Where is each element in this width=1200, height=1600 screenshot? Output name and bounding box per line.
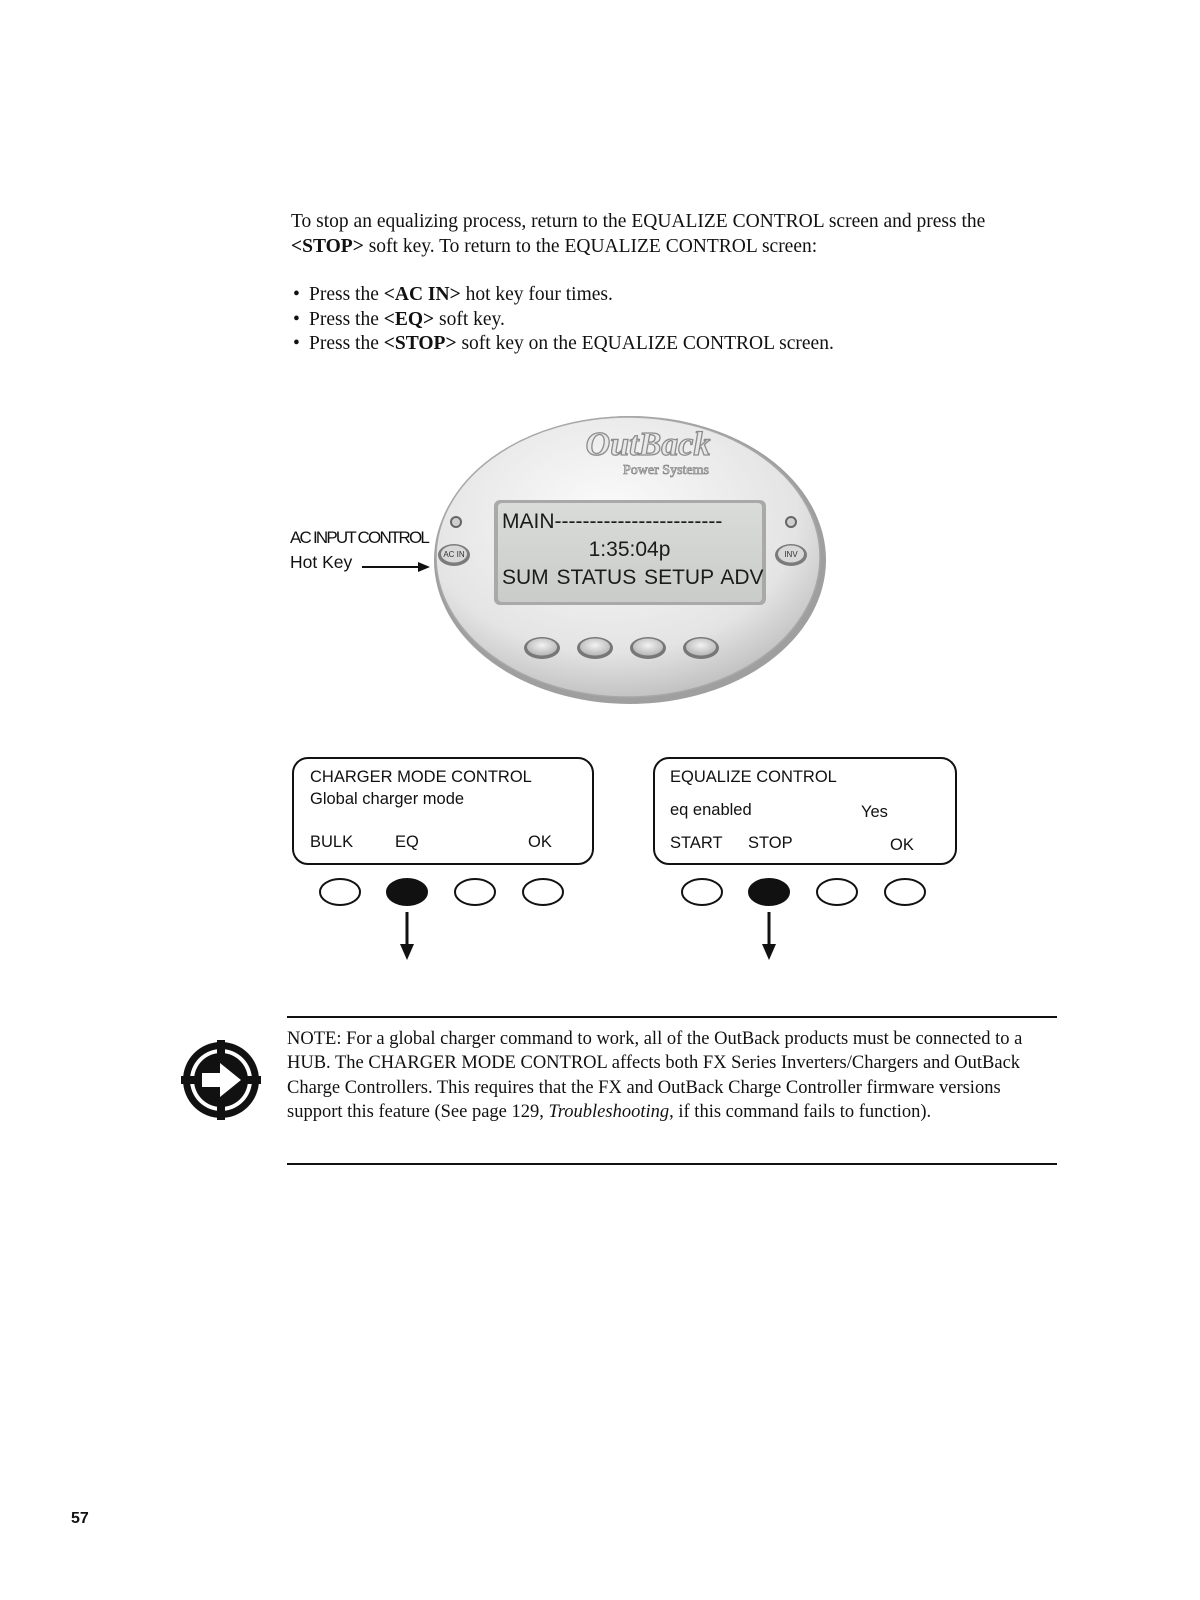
charger-screen-subtitle: Global charger mode: [310, 790, 465, 808]
equalize-softkeys-diagram: [662, 872, 942, 962]
softkey-label-ok: OK: [528, 833, 552, 851]
down-arrow-icon: [400, 944, 414, 960]
note-bottom-rule: [287, 1163, 1057, 1165]
equalize-screen-title: EQUALIZE CONTROL: [670, 768, 837, 786]
softkey-outline: [885, 879, 925, 905]
inv-label: INV: [784, 550, 798, 559]
note-text-part1: NOTE: For a global charger command to work, all of the OutBack products must be connected to a HUB. The CHARGER MODE CONTROL affects both FX Series Inverters/Chargers and OutBack Charge Controllers. This requires that the FX and OutBack Charge Controller firmware versions support this feature (See page 129,: [287, 1029, 1023, 1122]
softkey-eq-pressed: [387, 879, 427, 905]
soft-key-2[interactable]: [577, 637, 613, 659]
note-text-part2: , if this command fails to function).: [669, 1101, 932, 1122]
intro-line1: To stop an equalizing process, return to the EQUALIZE CONTROL screen and press the: [291, 211, 986, 232]
softkey-label-eq: EQ: [395, 833, 419, 851]
bullet-text: Press the: [309, 284, 384, 305]
callout-arrow: [362, 560, 432, 574]
intro-stop-key: <STOP>: [291, 235, 364, 257]
softkey-outline: [817, 879, 857, 905]
callout-subtitle: Hot Key: [290, 552, 353, 572]
softkey-label-ok: OK: [890, 836, 914, 854]
list-item: [291, 332, 1051, 357]
logo-main: OutBack: [585, 426, 711, 463]
lcd-softkey-labels: SUM STATUS SETUP ADV: [502, 566, 764, 589]
page-number: 57: [71, 1510, 89, 1527]
logo-sub: Power Systems: [623, 463, 709, 478]
soft-key-4[interactable]: [683, 637, 719, 659]
softkey-label-bulk: BULK: [310, 833, 354, 851]
equalize-control-screen: [653, 757, 957, 865]
eq-enabled-value: Yes: [861, 803, 888, 821]
softkey-outline: [523, 879, 563, 905]
bullet-text: soft key.: [434, 308, 505, 330]
softkey-label-stop: STOP: [748, 834, 793, 852]
instruction-list: [291, 283, 1051, 357]
bullet-key: <STOP>: [383, 333, 457, 354]
intro-line2: soft key. To return to the EQUALIZE CONTROL screen:: [363, 235, 818, 257]
softkey-label-start: START: [670, 834, 723, 852]
softkey-stop-pressed: [749, 879, 789, 905]
note-troubleshooting: Troubleshooting: [548, 1101, 670, 1122]
bullet-text: soft key on the EQUALIZE CONTROL screen.: [456, 333, 834, 354]
soft-key-3[interactable]: [630, 637, 666, 659]
ac-in-label: AC IN: [443, 550, 465, 559]
charger-screen-title: CHARGER MODE CONTROL: [310, 768, 532, 786]
eq-enabled-label: eq enabled: [670, 801, 752, 819]
charger-mode-screen: [292, 757, 594, 865]
bullet-text: Press the: [309, 308, 384, 330]
down-arrow-icon: [762, 944, 776, 960]
softkey-outline: [682, 879, 722, 905]
arrow-right-circle-icon: [181, 1040, 261, 1120]
bullet-key: <EQ>: [383, 308, 435, 330]
lcd-time: 1:35:04p: [588, 538, 671, 561]
intro-paragraph: [291, 210, 1051, 259]
bullet-key: <AC IN>: [383, 284, 461, 305]
bullet-text: hot key four times.: [460, 284, 613, 305]
note-text: [287, 1027, 1057, 1124]
soft-key-1[interactable]: [524, 637, 560, 659]
callout-title: AC INPUT CONTROL: [290, 528, 429, 547]
list-item: [291, 283, 1051, 308]
inv-hot-key[interactable]: [775, 544, 807, 566]
charger-softkeys-diagram: [300, 872, 580, 962]
softkey-outline: [455, 879, 495, 905]
softkey-outline: [320, 879, 360, 905]
led-right: [786, 517, 796, 527]
note-top-rule: [287, 1016, 1057, 1018]
ac-in-hot-key[interactable]: [438, 544, 470, 566]
lcd-display: [502, 508, 764, 604]
lcd-title-line: MAIN------------------------: [502, 510, 723, 533]
bullet-text: Press the: [309, 333, 384, 354]
list-item: [291, 308, 1051, 333]
led-left: [451, 517, 461, 527]
